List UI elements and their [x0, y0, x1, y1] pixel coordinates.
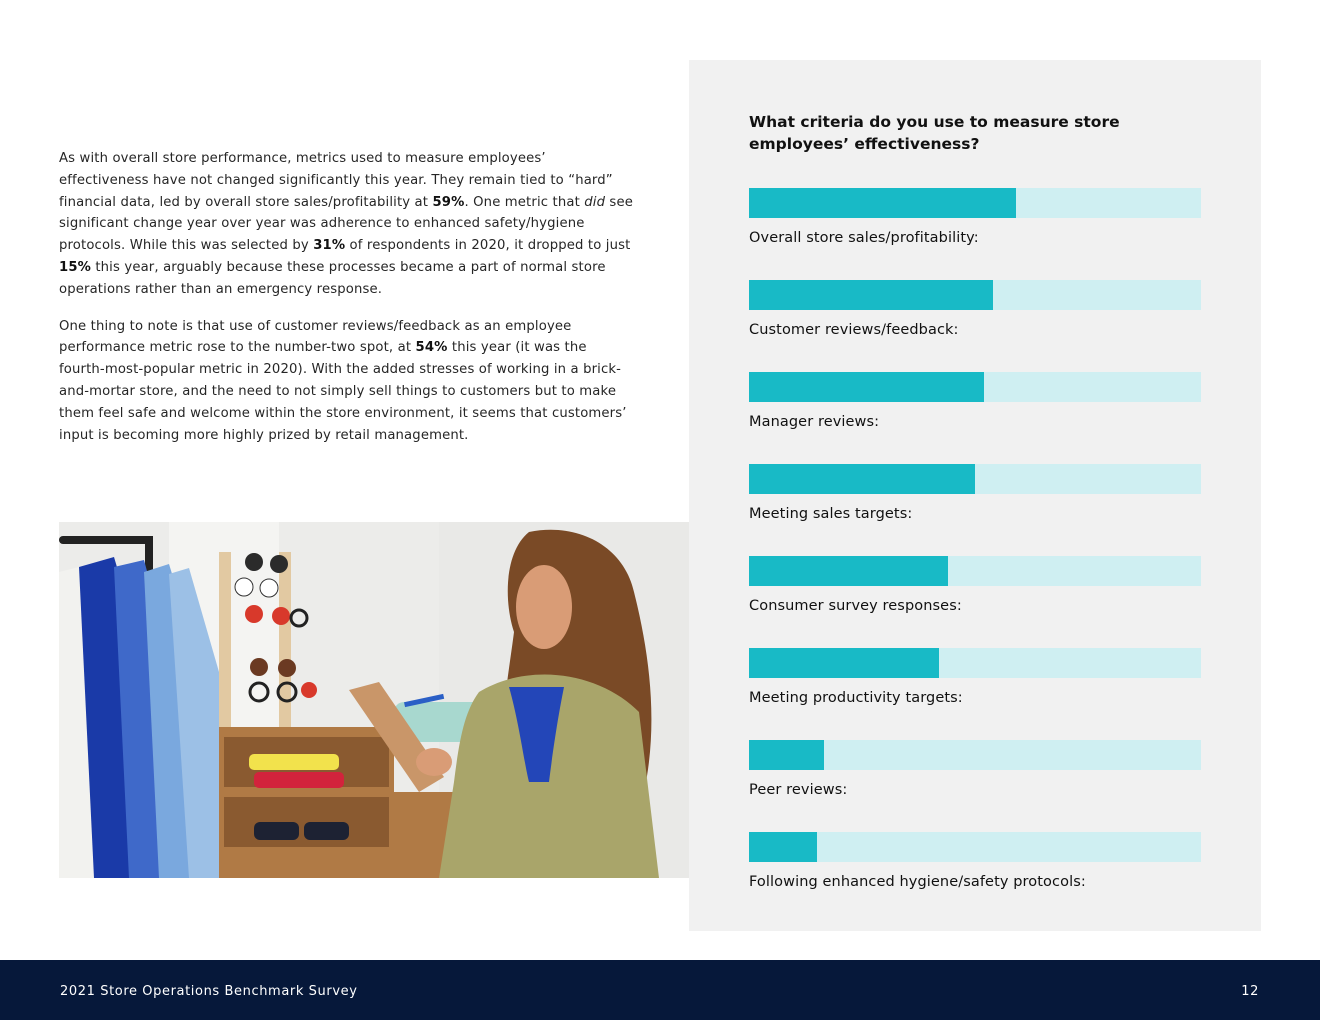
- stat-customer-reviews: 54%: [415, 340, 448, 356]
- bar-track: [749, 372, 1201, 402]
- chart-title: What criteria do you use to measure store employees’ effectiveness?: [749, 113, 1120, 153]
- bar: [749, 464, 975, 494]
- bar-row: [749, 464, 1201, 522]
- bar: [749, 648, 939, 678]
- bar-track: [749, 556, 1201, 586]
- text-run: of respondents in 2020, it dropped to just: [345, 238, 631, 254]
- page-number: 12: [1241, 984, 1259, 999]
- footer-title: 2021 Store Operations Benchmark Survey: [60, 984, 358, 999]
- text-run: this year, arguably because these processes became a part of normal store operations rather than an emergency response.: [59, 259, 606, 297]
- bar-label: Following enhanced hygiene/safety protocols:: [749, 874, 1086, 890]
- bar-label: Overall store sales/profitability:: [749, 230, 979, 246]
- bar-track: [749, 464, 1201, 494]
- bar: [749, 556, 948, 586]
- body-text: [59, 148, 634, 461]
- bar-track: [749, 648, 1201, 678]
- bar-label: Manager reviews:: [749, 414, 880, 430]
- bar-row: [749, 832, 1201, 890]
- bar: [749, 280, 993, 310]
- bar-row: [749, 372, 1201, 430]
- bar-row: [749, 280, 1201, 338]
- text-run: One thing to note is that use of customer reviews/feedback as an employee performance metric rose to the number-two spot, at: [59, 318, 572, 356]
- bar: [749, 832, 817, 862]
- chart-panel: [689, 60, 1261, 931]
- paragraph-1: [59, 148, 634, 301]
- bar-label: Meeting sales targets:: [749, 506, 913, 522]
- bar: [749, 372, 984, 402]
- stat-2020-safety: 31%: [313, 238, 346, 254]
- bar-label: Peer reviews:: [749, 782, 848, 798]
- bar-label: Meeting productivity targets:: [749, 690, 963, 706]
- emphasis: did: [584, 194, 606, 210]
- bar-row: [749, 188, 1201, 246]
- text-run: this year (it was the fourth-most-popular metric in 2020). With the added stresses of working in a brick-and-mortar store, and the need to not simply sell things to customers but to make them feel safe and welcome within the store environment, it seems that customers’ input is becoming more highly prized by retail management.: [59, 340, 627, 443]
- bar: [749, 188, 1016, 218]
- stat-2021-safety: 15%: [59, 259, 92, 275]
- paragraph-2: [59, 316, 634, 447]
- bar: [749, 740, 824, 770]
- bar-track: [749, 832, 1201, 862]
- text-run: As with overall store performance, metrics used to measure employees’ effectiveness have not changed significantly this year. They remain tied to “hard” financial data, led by overall store sales/profitability at: [59, 151, 613, 210]
- text-run: . One metric that: [464, 194, 585, 210]
- retail-store-photo: [59, 522, 689, 878]
- bar-track: [749, 280, 1201, 310]
- text-run: see significant change year over year was adherence to enhanced safety/hygiene protocols. While this was selected by: [59, 194, 633, 254]
- bar-label: Customer reviews/feedback:: [749, 322, 959, 338]
- bar-track: [749, 188, 1201, 218]
- bar-row: [749, 740, 1201, 798]
- stat-sales-profitability: 59%: [432, 194, 465, 210]
- bar-label: Consumer survey responses:: [749, 598, 962, 614]
- bar-row: [749, 556, 1201, 614]
- bar-row: [749, 648, 1201, 706]
- page-footer: [0, 960, 1320, 1020]
- bar-track: [749, 740, 1201, 770]
